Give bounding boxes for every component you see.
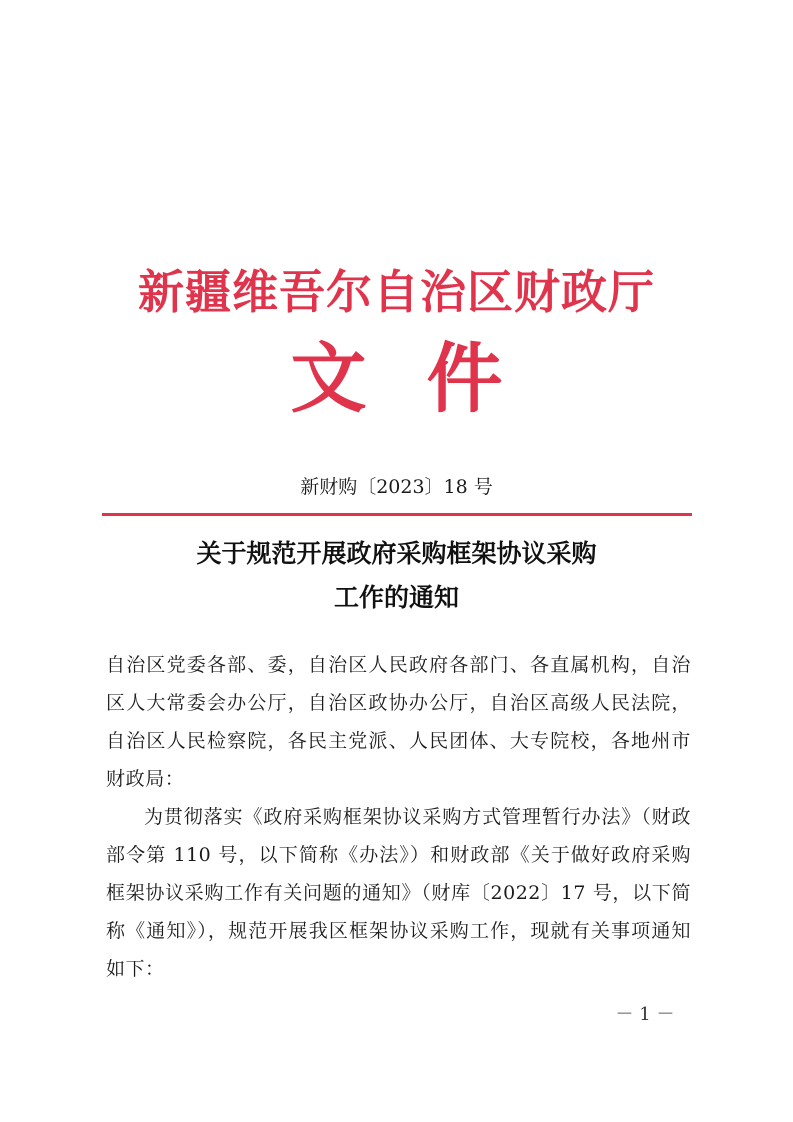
document-body bbox=[106, 646, 691, 988]
body-paragraph-1: 为贯彻落实《政府采购框架协议采购方式管理暂行办法》（财政部令第 110 号，以下简称《办法》）和财政部《关于做好政府采购框架协议采购工作有关问题的通知》（财库〔2022〕17 号，以下简称《通知》），规范开展我区框架协议采购工作，现就有关事项通知如下： bbox=[106, 806, 691, 980]
document-title bbox=[0, 532, 793, 620]
addressee-paragraph: 自治区党委各部、委，自治区人民政府各部门、各直属机构，自治区人大常委会办公厅，自治区政协办公厅，自治区高级人民法院，自治区人民检察院，各民主党派、人民团体、大专院校，各地州市财政局： bbox=[106, 654, 691, 790]
title-line-2: 工作的通知 bbox=[333, 583, 459, 612]
document-number: 新财购〔2023〕18 号 bbox=[300, 476, 493, 498]
issuer-name: 新疆维吾尔自治区财政厅 bbox=[138, 265, 655, 319]
page-number: － 1 － bbox=[615, 1004, 675, 1025]
title-line-1: 关于规范开展政府采购框架协议采购 bbox=[196, 539, 597, 568]
document-type-label: 文件 bbox=[290, 334, 563, 423]
red-separator-line bbox=[102, 513, 692, 516]
